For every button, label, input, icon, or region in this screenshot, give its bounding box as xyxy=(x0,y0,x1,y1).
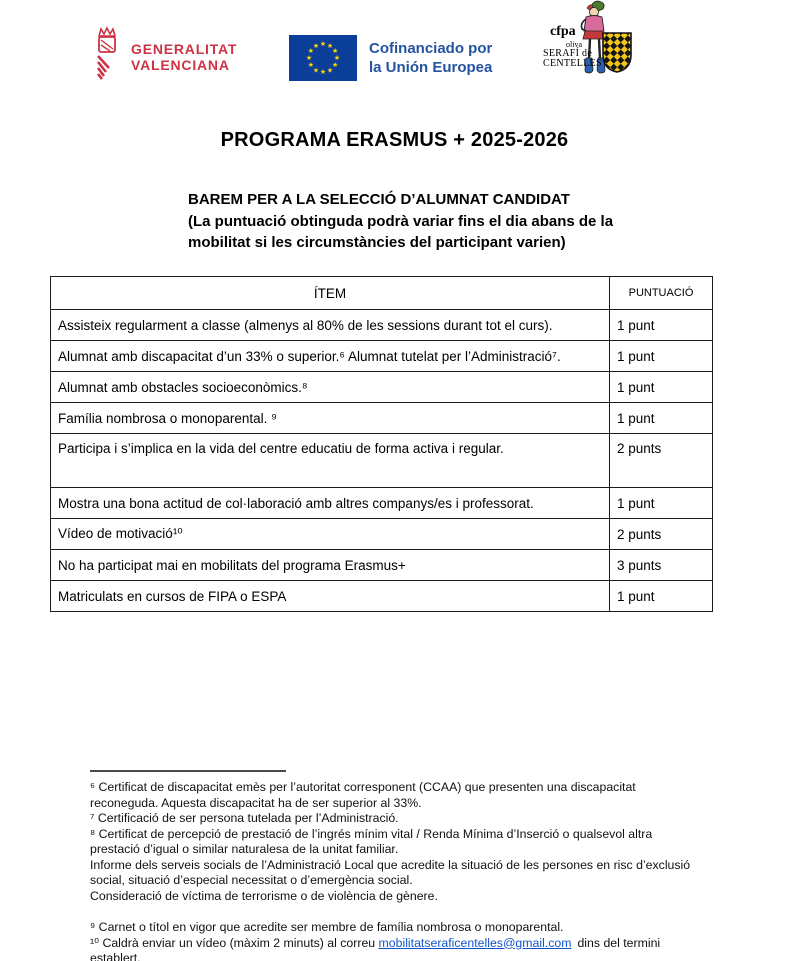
svg-text:★: ★ xyxy=(326,66,334,75)
svg-text:★: ★ xyxy=(319,40,327,49)
svg-text:★: ★ xyxy=(319,68,327,77)
points-cell: 2 punts xyxy=(610,434,713,488)
gva-wordmark: GENERALITAT VALENCIANA xyxy=(131,40,238,73)
cfpa-centelles-label: CENTELLES xyxy=(543,58,602,69)
gva-emblem-icon xyxy=(93,26,123,87)
table-row xyxy=(51,434,713,488)
footnote-8-cont-1: Informe dels serveis socials de l’Administració Local que acredite la situació de les persones en risc d’exclusió social, situació d’especial necessitat o d’emergència social. xyxy=(90,857,691,887)
footnote-8: ⁸ Certificat de percepció de prestació de l’ingrés mínim vital / Renda Mínima d’Inserció o qualsevol altra prestació d’igual o similar naturalesa de la unitat familiar. xyxy=(90,826,653,856)
item-cell: Participa i s’implica en la vida del centre educatiu de forma activa i regular. xyxy=(51,434,610,488)
svg-text:★: ★ xyxy=(326,42,334,51)
table-row xyxy=(51,403,713,434)
item-cell: Vídeo de motivació¹⁰ xyxy=(51,519,610,550)
footnote-8-cont-2: Consideració de víctima de terrorisme o de violència de gènere. xyxy=(90,888,438,903)
footnote-10-text: ¹⁰ Caldrà enviar un vídeo (màxim 2 minuts) al correu xyxy=(90,935,379,950)
eu-flag-icon xyxy=(289,35,357,81)
cfpa-serafi-centelles-logo xyxy=(543,0,638,85)
footnote-10-suffix: dins del termini establert. xyxy=(90,935,661,961)
points-cell: 3 punts xyxy=(610,550,713,581)
svg-text:★: ★ xyxy=(307,47,315,56)
svg-text:★: ★ xyxy=(312,66,320,75)
footnotes-section xyxy=(90,758,704,961)
item-cell: Assisteix regularment a classe (almenys al 80% de les sessions durant tot el curs). xyxy=(51,310,610,341)
footnote-10 xyxy=(90,936,704,961)
footnote-9: ⁹ Carnet o títol en vigor que acredite ser membre de família nombrosa o monoparental. xyxy=(90,920,564,934)
svg-text:★: ★ xyxy=(305,54,313,63)
points-cell: 1 punt xyxy=(610,581,713,612)
subtitle-line-2: (La puntuació obtinguda podrà variar fins el dia abans de la xyxy=(188,212,614,230)
document-subtitle xyxy=(188,189,708,254)
table-row xyxy=(51,310,713,341)
points-cell: 1 punt xyxy=(610,372,713,403)
barem-table xyxy=(50,276,713,612)
table-body xyxy=(51,310,713,612)
table-row xyxy=(51,519,713,550)
points-column-header: PUNTUACIÓ xyxy=(610,277,713,310)
svg-text:★: ★ xyxy=(331,61,339,70)
generalitat-valenciana-logo xyxy=(93,26,237,87)
item-cell: Mostra una bona actitud de col·laboració amb altres companys/es i professorat. xyxy=(51,488,610,519)
table-row xyxy=(51,581,713,612)
page-title: PROGRAMA ERASMUS + 2025-2026 xyxy=(220,129,569,151)
points-cell: 1 punt xyxy=(610,341,713,372)
footnote-separator xyxy=(90,770,286,772)
email-link[interactable]: mobilitatseraficentelles@gmail.com xyxy=(378,935,572,950)
item-cell: Alumnat amb discapacitat d’un 33% o superior.⁶ Alumnat tutelat per l’Administració⁷. xyxy=(51,341,610,372)
points-cell: 1 punt xyxy=(610,403,713,434)
footnote-7: ⁷ Certificació de ser persona tutelada per l’Administració. xyxy=(90,811,399,825)
cfpa-wordmark: cfpa xyxy=(550,24,576,39)
item-column-header: ÍTEM xyxy=(51,277,610,310)
svg-text:★: ★ xyxy=(307,61,315,70)
table-row xyxy=(51,372,713,403)
svg-text:★: ★ xyxy=(331,47,339,56)
svg-text:★: ★ xyxy=(312,42,320,51)
eu-cofunded-logo xyxy=(289,35,492,81)
item-cell: Alumnat amb obstacles socioeconòmics.⁸ xyxy=(51,372,610,403)
table-row xyxy=(51,488,713,519)
subtitle-line-1: BAREM PER A LA SELECCIÓ D’ALUMNAT CANDIDAT xyxy=(188,191,570,208)
points-cell: 1 punt xyxy=(610,310,713,341)
item-cell: No ha participat mai en mobilitats del programa Erasmus+ xyxy=(51,550,610,581)
footnote-6: ⁶ Certificat de discapacitat emès per l’autoritat corresponent (CCAA) que presenten una discapacitat reconeguda. Aquesta discapacitat ha de ser superior al 33%. xyxy=(90,780,636,810)
item-cell: Matriculats en cursos de FIPA o ESPA xyxy=(51,581,610,612)
item-cell: Família nombrosa o monoparental. ⁹ xyxy=(51,403,610,434)
table-row xyxy=(51,341,713,372)
cfpa-oliva-label: oliva xyxy=(566,40,582,49)
svg-text:★: ★ xyxy=(333,54,341,63)
table-header-row xyxy=(51,277,713,310)
points-cell: 2 punts xyxy=(610,519,713,550)
subtitle-line-3: mobilitat si les circumstàncies del participant varien) xyxy=(188,234,566,251)
cfpa-serafi-label: SERAFÍ de xyxy=(543,48,593,59)
eu-wordmark: Cofinanciado por la Unión Europea xyxy=(369,40,493,76)
table-row xyxy=(51,550,713,581)
points-cell: 1 punt xyxy=(610,488,713,519)
